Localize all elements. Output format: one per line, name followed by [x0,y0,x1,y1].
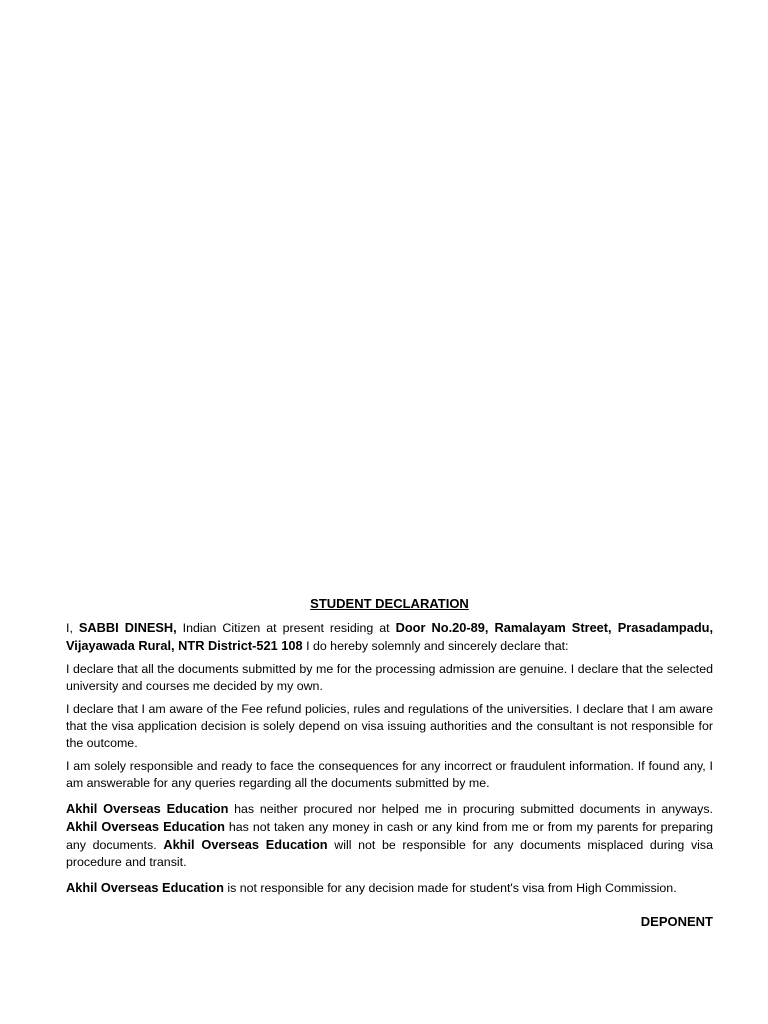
disclaimer-text-1: has neither procured nor helped me in procuring submitted documents in anyways. [228,802,713,816]
declarant-address: Door No.20-89, Ramalayam Street, Prasadampadu, Vijayawada Rural, NTR District-521 108 [66,620,714,653]
consultant-name: Akhil Overseas Education [66,801,229,816]
consultant-disclaimer-paragraph [66,800,713,871]
declaration-title: STUDENT DECLARATION [310,596,469,611]
citizenship-text: Indian Citizen at present residing at [176,621,396,635]
fee-refund-paragraph: I declare that I am aware of the Fee refund policies, rules and regulations of the universities. I declare that I am aware that the visa application decision is solely depend on visa issuing authorities and the consultant is not responsible for the outcome. [66,702,713,750]
visa-decision-paragraph [66,879,713,897]
deponent-signature-label: DEPONENT [640,914,713,929]
intro-text: I, [66,621,79,635]
consultant-name: Akhil Overseas Education [163,837,328,852]
declarant-paragraph [66,619,713,655]
consultant-name: Akhil Overseas Education [66,819,225,834]
declarant-name: SABBI DINESH, [78,620,177,635]
responsibility-paragraph: I am solely responsible and ready to face the consequences for any incorrect or fraudulent information. If found any, I am answerable for any queries regarding all the documents submitted by me. [66,759,713,790]
visa-decision-text: is not responsible for any decision made for student's visa from High Commission. [223,881,677,895]
documents-genuine-paragraph: I declare that all the documents submitted by me for the processing admission are genuine. I declare that the selected university and courses me decided by my own. [66,662,713,693]
declaration-body [66,595,713,930]
disclaimer-text-2: has not taken any money in cash or any kind from me or from my parents for preparing any documents. [66,820,713,852]
consultant-name: Akhil Overseas Education [66,880,224,895]
disclaimer-text-3: will not be responsible for any documents misplaced during visa procedure and transit. [66,838,713,869]
solemn-declaration-text: I do hereby solemnly and sincerely declare that: [302,639,569,653]
